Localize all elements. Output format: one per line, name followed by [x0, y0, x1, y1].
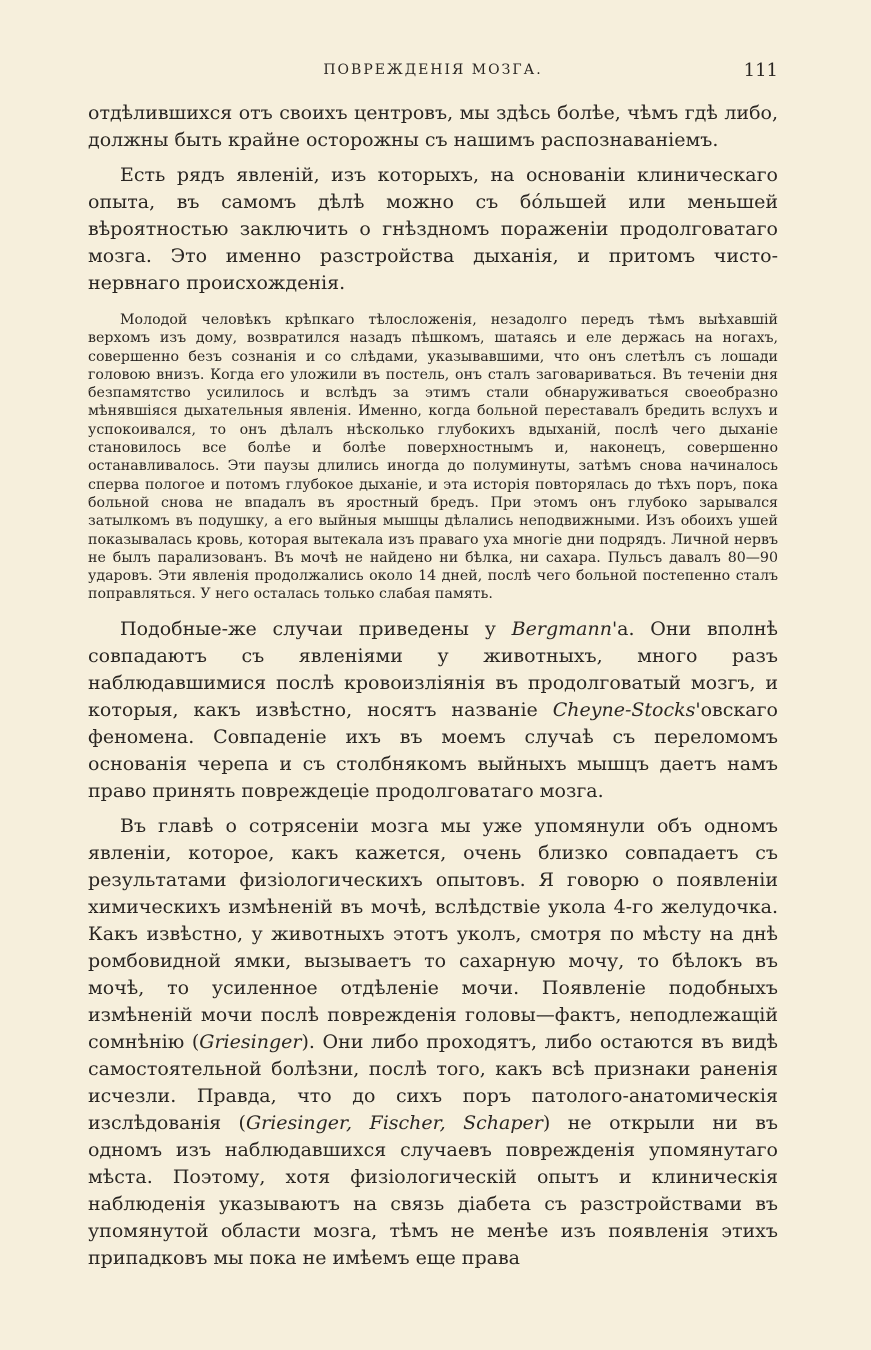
author-name: Cheyne-Stocks: [552, 698, 696, 721]
author-name: Bergmann: [511, 617, 612, 640]
text-run: 'а. Они вполнѣ совпадаютъ съ явленіями у животныхъ, много разъ наблюдавшимися послѣ кровоизліянія въ продолговатый мозгъ, и которыя, какъ извѣстно, носятъ названіе: [88, 617, 778, 721]
page-header: [88, 60, 778, 84]
page-number: 111: [743, 60, 778, 81]
case-report: Молодой человѣкъ крѣпкаго тѣлосложенія, незадолго передъ тѣмъ выѣхавшій верхомъ изъ дому, возвратился назадъ пѣшкомъ, шатаясь и еле держась на ногахъ, совершенно безъ сознанія и со слѣдами, указывавшими, что онъ слетѣлъ съ лошади головою внизъ. Когда его уложили въ постель, онъ сталъ заговариваться. Въ теченіи дня безпамятство усилилось и вслѣдъ за этимъ стали обнаруживаться своеобразно мѣнявшіяся дыхательныя явленія. Именно, когда больной переставалъ бредить вслухъ и успокоивался, то онъ дѣлалъ нѣсколько глубокихъ вдыханій, послѣ чего дыханіе становилось все болѣе и болѣе поверхностнымъ и, наконецъ, совершенно останавливалось. Эти паузы длились иногда до полуминуты, затѣмъ снова начиналось сперва пологое и потомъ глубокое дыханіе, и эта исторія повторялась до тѣхъ поръ, пока больной снова не впадалъ въ яростный бредъ. При этомъ онъ глубоко зарывался затылкомъ въ подушку, а его выйныя мышцы дѣлались неподвижными. Изъ обоихъ ушей показывалась кровь, которая вытекала изъ праваго уха многіе дни подрядъ. Личной нервъ не былъ парализованъ. Въ мочѣ не найдено ни бѣлка, ни сахара. Пульсъ давалъ 80—90 ударовъ. Эти явленія продолжались около 14 дней, послѣ чего больной постепенно сталъ поправляться. У него осталась только слабая память.: [88, 312, 778, 603]
running-title: ПОВРЕЖДЕНІЯ МОЗГА.: [323, 62, 543, 78]
author-name: Griesinger, Fischer, Schaper: [245, 1111, 543, 1134]
text-run: Подобные-же случаи приведены у: [120, 617, 512, 640]
paragraph-diabetes: [88, 813, 778, 1272]
text-run: ). Они либо проходятъ, либо остаются въ видѣ самостоятельной болѣзни, послѣ того, какъ всѣ признаки раненія исчезли. Правда, что до сихъ поръ патолого-анатомическія изслѣдованія (: [88, 1030, 778, 1134]
text-run: ) не открыли ни въ одномъ изъ наблюдавшихся случаевъ поврежденія упомянутаго мѣста. Поэтому, хотя физіологическій опытъ и клиническія наблюденія указываютъ на связь діабета съ разстройствами въ упомянутой области мозга, тѣмъ не менѣе изъ появленія этихъ припадковъ мы пока не имѣемъ еще права: [88, 1111, 779, 1269]
author-name: Griesinger: [199, 1030, 302, 1053]
paragraph-continuation: отдѣлившихся отъ своихъ центровъ, мы здѣсь болѣе, чѣмъ гдѣ либо, должны быть крайне осторожны съ нашимъ распознаваніемъ.: [88, 102, 778, 151]
paragraph-bergmann: [88, 616, 778, 805]
text-run: Въ главѣ о сотрясеніи мозга мы уже упомянули объ одномъ явленіи, которое, какъ кажется, очень близко совпадаетъ съ результатами физіологическихъ опытовъ. Я говорю о появленіи химическихъ измѣненій въ мочѣ, вслѣдствіе укола 4-го желудочка. Какъ извѣстно, у животныхъ этотъ уколъ, смотря по мѣсту на днѣ ромбовидной ямки, вызываетъ то сахарную мочу, то бѣлокъ въ мочѣ, то усиленное отдѣленіе мочи. Появленіе подобныхъ измѣненій мочи послѣ поврежденія головы—фактъ, неподлежащій сомнѣнію (: [88, 814, 778, 1053]
page-body: [88, 100, 778, 1272]
paragraph-respiration: Есть рядъ явленій, изъ которыхъ, на основаніи клиническаго опыта, въ самомъ дѣлѣ можно съ бо́льшей или меньшей вѣроятностью заключить о гнѣздномъ пораженіи продолговатаго мозга. Это именно разстройства дыханія, и притомъ чисто-нервнаго происхожденія.: [88, 164, 778, 294]
text-run: 'овскаго феномена. Совпаденіе ихъ въ моемъ случаѣ съ переломомъ основанія черепа и съ столбнякомъ выйныхъ мышцъ даетъ намъ право принять повреждеціе продолговатаго мозга.: [88, 698, 778, 802]
